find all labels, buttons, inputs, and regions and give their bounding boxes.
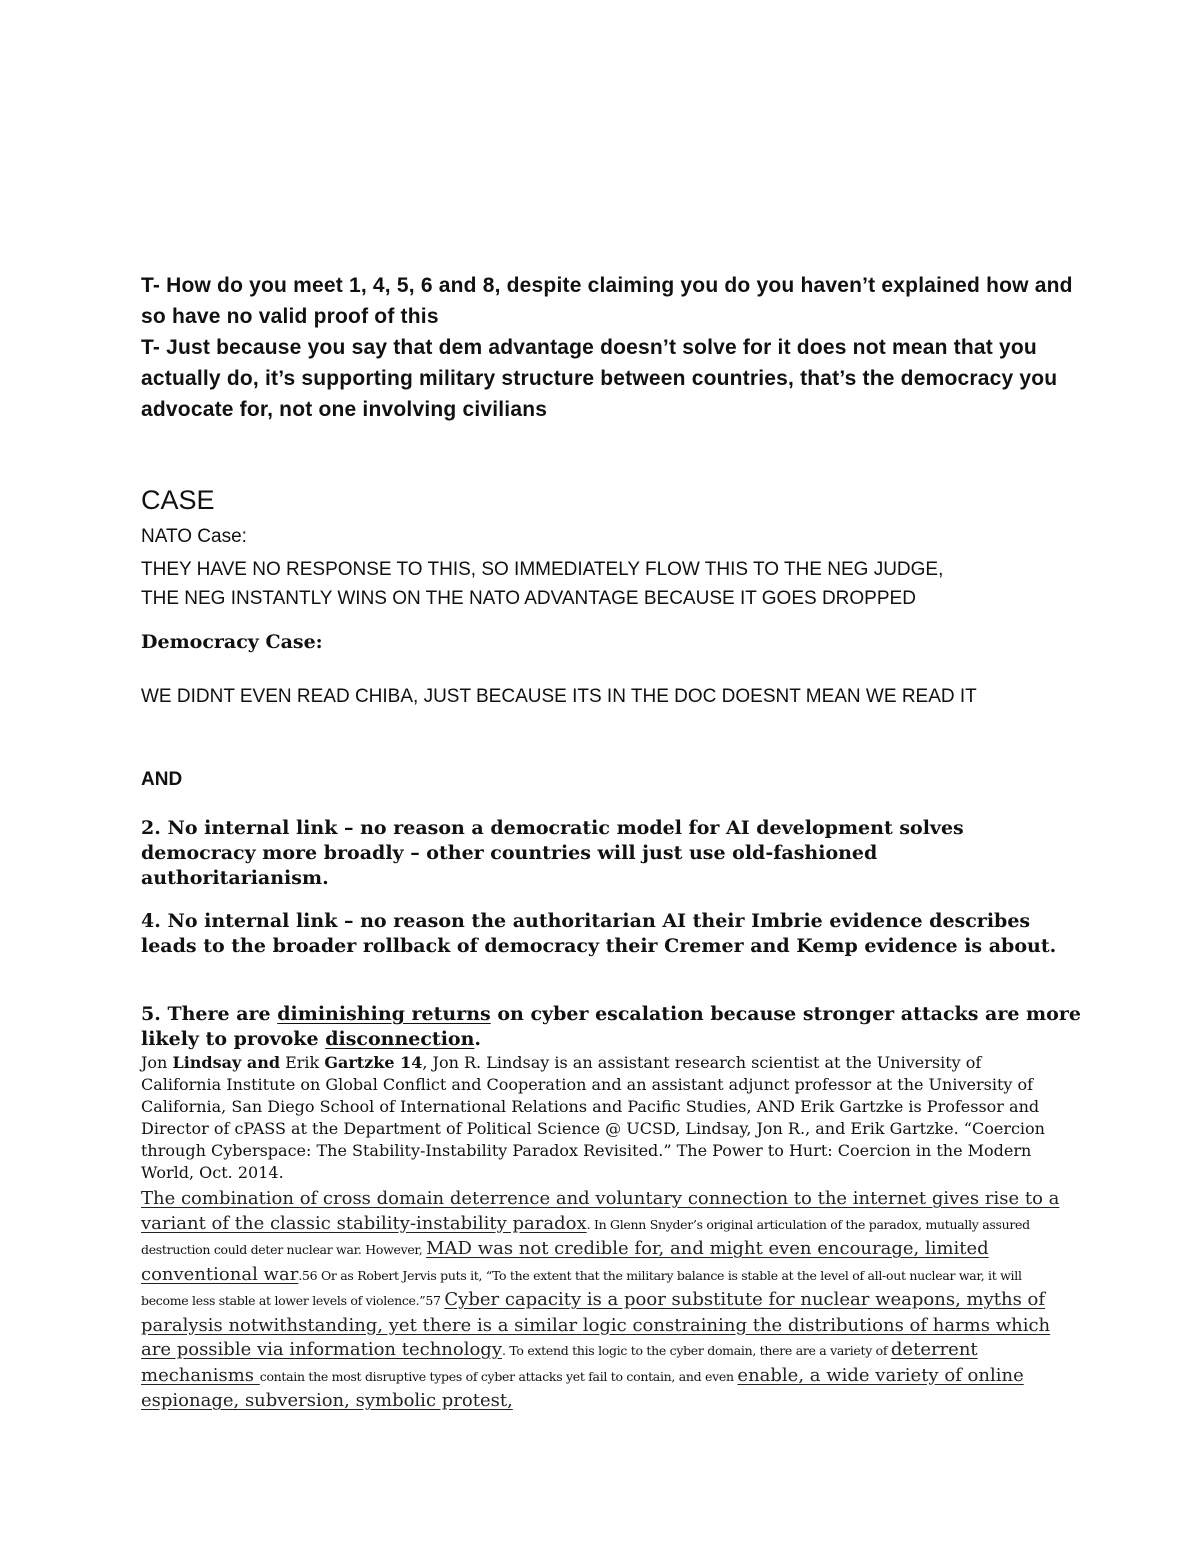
chiba-note: WE DIDNT EVEN READ CHIBA, JUST BECAUSE ITS IN THE DOC DOESNT MEAN WE READ IT xyxy=(141,686,977,707)
citation-author-1: Lindsay and xyxy=(172,1053,281,1072)
and-label: AND xyxy=(141,769,183,790)
point-5-text-c: . xyxy=(474,1028,482,1050)
card-small-text: contain the most disruptive types of cyber attacks yet fail to contain, and even xyxy=(259,1368,738,1384)
card-small-text: . In Glenn Snyder’s original articulation of the paradox, mutually assured destruction could deter nuclear war. However, xyxy=(141,1216,1030,1257)
nato-line-2: THE NEG INSTANTLY WINS ON THE NATO ADVANTAGE BECAUSE IT GOES DROPPED xyxy=(141,588,916,609)
card-small-text: . To extend this logic to the cyber domain, there are a variety of xyxy=(502,1343,891,1358)
nato-line-1: THEY HAVE NO RESPONSE TO THIS, SO IMMEDIATELY FLOW THIS TO THE NEG JUDGE, xyxy=(141,559,944,580)
point-5-text-a: 5. There are xyxy=(141,1003,278,1025)
citation-pre: Jon xyxy=(141,1053,173,1072)
citation-author-2: Gartzke 14 xyxy=(324,1053,423,1072)
card-underlined-text: The combination of cross domain deterrence and voluntary connection to the internet gives rise to a variant of the classic stability-instability paradox xyxy=(141,1188,1060,1234)
card-underlined-text: Cyber capacity is a poor substitute for nuclear weapons, myths of paralysis notwithstanding, yet there is a similar logic constraining the distributions of harms which are possible via information technology xyxy=(141,1289,1051,1360)
democracy-case-heading: Democracy Case: xyxy=(141,631,323,653)
point-2: 2. No internal link – no reason a democratic model for AI development solves democracy more broadly – other countries will just use old-fashioned authoritarianism. xyxy=(141,817,964,889)
card-underlined-text: enable, a wide variety of online espionage, subversion, symbolic protest, xyxy=(141,1364,1024,1411)
case-heading: CASE xyxy=(141,485,215,515)
citation-rest: , Jon R. Lindsay is an assistant research scientist at the University of California Institute on Global Conflict and Cooperation and an assistant adjunct professor at the University of California, San Diego School of International Relations and Pacific Studies, AND Erik Gartzke is Professor and Director of cPASS at the Department of Political Science @ UCSD, Lindsay, Jon R., and Erik Gartzke. “Coercion through Cyberspace: The Stability-Instability Paradox Revisited.” The Power to Hurt: Coercion in the Modern World, Oct. 2014. xyxy=(141,1053,1045,1182)
point-5 xyxy=(141,1002,1081,1052)
t-argument-2: T- Just because you say that dem advantage doesn’t solve for it does not mean that you actually do, it’s supporting military structure between countries, that’s the democracy you advocate for, not one involving civilians xyxy=(141,336,1058,421)
nato-case-label: NATO Case: xyxy=(141,526,247,547)
point-5-text-b: on cyber escalation because stronger attacks are more likely to provoke xyxy=(141,1003,1081,1050)
card-underlined-text: deterrent mechanisms xyxy=(141,1339,978,1386)
point-5-underline-b: disconnection xyxy=(325,1028,475,1050)
evidence-card xyxy=(141,1187,1066,1414)
topicality-arguments xyxy=(141,270,1081,425)
point-5-underline-a: diminishing returns xyxy=(277,1003,491,1025)
citation-mid: Erik xyxy=(280,1053,325,1072)
point-4: 4. No internal link – no reason the authoritarian AI their Imbrie evidence describes leads to the broader rollback of democracy their Cremer and Kemp evidence is about. xyxy=(141,910,1057,957)
nato-case-body xyxy=(141,555,1101,613)
card-underlined-text: MAD was not credible for, and might even encourage, limited conventional war xyxy=(141,1238,989,1285)
card-small-text: .56 Or as Robert Jervis puts it, “To the extent that the military balance is stable at the level of all-out nuclear war, it will become less stable at lower levels of violence.”57 xyxy=(141,1267,1022,1308)
t-argument-1: T- How do you meet 1, 4, 5, 6 and 8, despite claiming you do you haven’t explained how and so have no valid proof of this xyxy=(141,274,1073,328)
evidence-citation xyxy=(141,1052,1056,1184)
